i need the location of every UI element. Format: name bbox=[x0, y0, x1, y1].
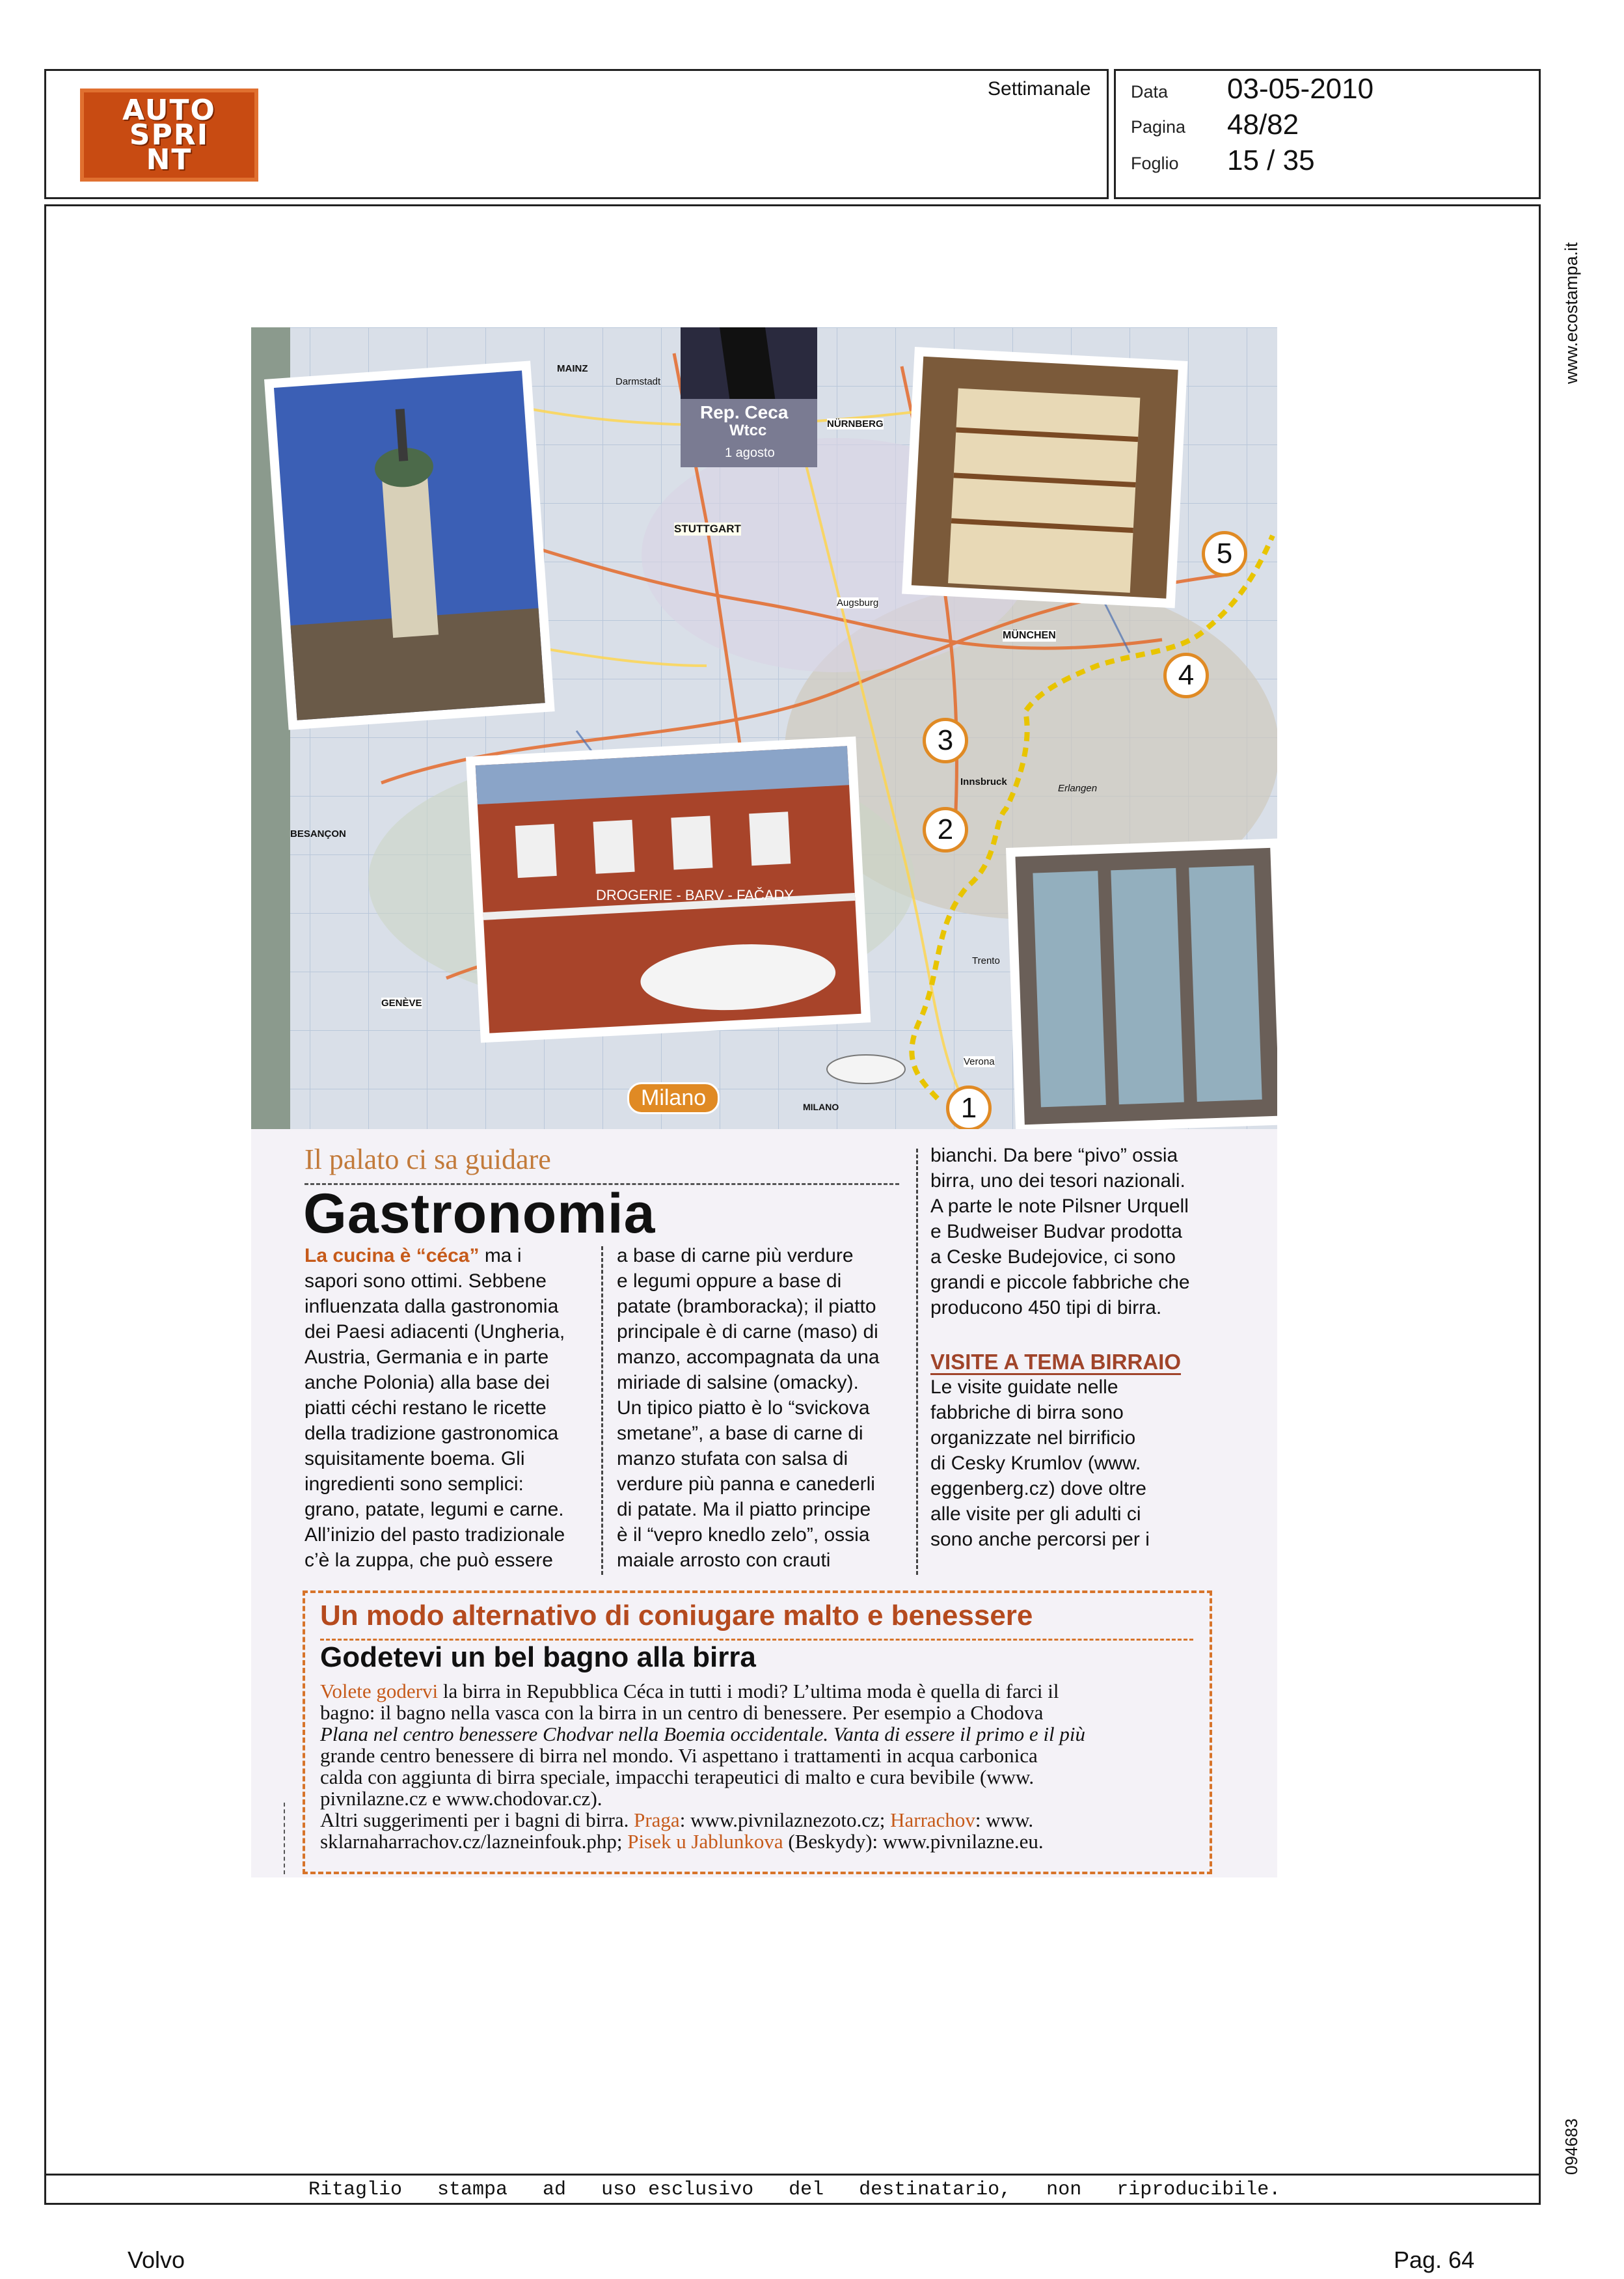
beerbox-line: Plana nel centro benessere Chodvar nella Boemia occidentale. Vanta di essere il primo e il più bbox=[320, 1723, 1086, 1745]
col1-line: All’inizio del pasto tradizionale bbox=[304, 1524, 565, 1546]
beerbox-left-marker bbox=[284, 1803, 285, 1874]
col2-line: principale è di carne (maso) di bbox=[617, 1321, 878, 1343]
route-point-1: 1 bbox=[946, 1085, 992, 1129]
col2-line: è il “vepro knedlo zelo”, ossia bbox=[617, 1524, 870, 1546]
shop-shelves-photo bbox=[902, 347, 1187, 608]
logo-line-2: SPRI bbox=[129, 118, 210, 152]
meta-value-foglio: 15 / 35 bbox=[1227, 144, 1315, 176]
col3-line: a Ceske Budejovice, ci sono bbox=[930, 1246, 1176, 1268]
col3-line: di Cesky Krumlov (www. bbox=[930, 1453, 1141, 1474]
city-besancon: BESANÇON bbox=[290, 828, 346, 839]
tower-photo bbox=[264, 361, 555, 730]
beerbox-line: pivnilazne.cz e www.chodovar.cz). bbox=[320, 1787, 602, 1810]
col2-line: smetane”, a base di carne di bbox=[617, 1423, 863, 1444]
beerbox-body bbox=[320, 1680, 1205, 1852]
beerbox-line: bagno: il bagno nella vasca con la birra in un centro di benessere. Per esempio a Chodova bbox=[320, 1701, 1044, 1724]
col1-line: Austria, Germania e in parte bbox=[304, 1346, 549, 1368]
route-car-icon bbox=[827, 1055, 905, 1084]
copyright-notice: Ritaglio stampa ad uso esclusivo del destinatario, non riproducibile. bbox=[308, 2179, 1281, 2201]
city-nurnberg: NÜRNBERG bbox=[827, 418, 884, 430]
city-trento: Trento bbox=[972, 955, 1000, 966]
city-verona: Verona bbox=[964, 1056, 995, 1067]
article-column-3 bbox=[930, 1143, 1217, 1552]
article-column-1 bbox=[304, 1243, 591, 1573]
route-point-5: 5 bbox=[1202, 531, 1247, 577]
col1-line: della tradizione gastronomica bbox=[304, 1423, 559, 1444]
city-innsbruck: Innsbruck bbox=[960, 776, 1007, 787]
beerbox-subtitle: Godetevi un bel bagno alla birra bbox=[320, 1641, 756, 1673]
city-stuttgart: STUTTGART bbox=[674, 523, 741, 535]
city-mainz: MAINZ bbox=[557, 363, 588, 374]
meta-label-pagina: Pagina bbox=[1131, 117, 1186, 137]
footer-left: Volvo bbox=[128, 2246, 185, 2273]
article-kicker: Il palato ci sa guidare bbox=[304, 1143, 551, 1175]
col3-line: producono 450 tipi di birra. bbox=[930, 1297, 1162, 1318]
col2-line: manzo, accompagnata da una bbox=[617, 1346, 880, 1368]
meta-label-foglio: Foglio bbox=[1131, 154, 1179, 173]
col1-line: anche Polonia) alla base dei bbox=[304, 1372, 550, 1393]
col3-line: birra, uno dei tesori nazionali. bbox=[930, 1170, 1185, 1192]
col1-line: grano, patate, legumi e carne. bbox=[304, 1499, 564, 1520]
col1-line: squisitamente boema. Gli bbox=[304, 1448, 525, 1469]
col2-line: e legumi oppure a base di bbox=[617, 1270, 842, 1292]
col1-line: c’è la zuppa, che può essere bbox=[304, 1549, 553, 1571]
col3-line: alle visite per gli adulti ci bbox=[930, 1503, 1141, 1525]
beerbox-line: grande centro benessere di birra nel mondo. Vi aspettano i trattamenti in acqua carbonica bbox=[320, 1744, 1038, 1767]
meta-value-pagina: 48/82 bbox=[1227, 109, 1299, 141]
wtcc-tag-sub: Wtcc bbox=[729, 422, 767, 439]
city-munchen: MÜNCHEN bbox=[1003, 630, 1056, 641]
footer-rule bbox=[44, 2174, 1541, 2176]
col3-line: Le visite guidate nelle bbox=[930, 1376, 1118, 1398]
col3-line: sono anche percorsi per i bbox=[930, 1529, 1150, 1550]
beerbox-line-8: sklarnaharrachov.cz/lazneinfouk.php; Pisek u Jablunkova (Beskydy): www.pivnilazne.eu. bbox=[320, 1830, 1044, 1853]
col2-line: verdure più panna e canederli bbox=[617, 1473, 875, 1495]
col2-line: maiale arrosto con crauti bbox=[617, 1549, 831, 1571]
shop-sign-text: DROGERIE - BARV - FAČADY bbox=[596, 887, 794, 903]
col3-line: e Budweiser Budvar prodotta bbox=[930, 1221, 1182, 1242]
col3-line: eggenberg.cz) dove oltre bbox=[930, 1478, 1146, 1499]
city-darmstadt: Darmstadt bbox=[616, 376, 661, 387]
city-geneve: GENÈVE bbox=[381, 998, 422, 1009]
logo-line-1: AUTO bbox=[122, 93, 216, 127]
col3-heading: VISITE A TEMA BIRRAIO bbox=[930, 1350, 1182, 1374]
col3-line: grandi e piccole fabbriche che bbox=[930, 1272, 1190, 1293]
city-milano-small: MILANO bbox=[803, 1102, 839, 1112]
doc-code: 094683 bbox=[1562, 2118, 1581, 2175]
city-augsburg: Augsburg bbox=[837, 597, 879, 608]
col3-line: fabbriche di birra sono bbox=[930, 1402, 1124, 1423]
route-point-2: 2 bbox=[923, 807, 968, 853]
meta-value-data: 03-05-2010 bbox=[1227, 73, 1374, 105]
col3-line: A parte le note Pilsner Urquell bbox=[930, 1195, 1189, 1217]
route-point-3: 3 bbox=[923, 718, 968, 763]
col1-line-0: La cucina è “céca” ma i bbox=[304, 1245, 522, 1266]
col1-line: influenzata dalla gastronomia bbox=[304, 1296, 559, 1317]
col2-line: Un tipico piatto è lo “svickova bbox=[617, 1397, 870, 1419]
wtcc-tag-title: Rep. Ceca bbox=[700, 402, 789, 422]
col1-line: sapori sono ottimi. Sebbene bbox=[304, 1270, 547, 1292]
glass-display-photo bbox=[1006, 838, 1277, 1129]
article-title: Gastronomia bbox=[303, 1182, 656, 1245]
col2-line: miriade di salsine (omacky). bbox=[617, 1372, 859, 1393]
col1-line: piatti céchi restano le ricette bbox=[304, 1397, 547, 1419]
col3-line: organizzate nel birrificio bbox=[930, 1427, 1136, 1449]
footer-page: Pag. 64 bbox=[1394, 2246, 1475, 2273]
col2-line: di patate. Ma il piatto principe bbox=[617, 1499, 871, 1520]
col2-line: patate (bramboracka); il piatto bbox=[617, 1296, 876, 1317]
logo-line-3: NT bbox=[146, 143, 193, 176]
meta-label-data: Data bbox=[1131, 82, 1169, 102]
article-column-2 bbox=[617, 1243, 903, 1573]
ecostampa-site: www.ecostampa.it bbox=[1562, 242, 1581, 384]
col2-line: a base di carne più verdure bbox=[617, 1245, 854, 1266]
beerbox-lead: Volete godervi bbox=[320, 1680, 439, 1702]
beerbox-title: Un modo alternativo di coniugare malto e benessere bbox=[320, 1600, 1033, 1631]
col1-line: dei Paesi adiacenti (Ungheria, bbox=[304, 1321, 565, 1343]
column-divider-1 bbox=[601, 1246, 603, 1575]
beerbox-line-1: Volete godervi la birra in Repubblica Céca in tutti i modi? L’ultima moda è quella di farci il bbox=[320, 1680, 1059, 1702]
beerbox-rule bbox=[320, 1639, 1193, 1641]
col3-line: bianchi. Da bere “pivo” ossia bbox=[930, 1145, 1178, 1166]
route-map-photo bbox=[251, 327, 1277, 1129]
frequency-label: Settimanale bbox=[988, 78, 1091, 100]
city-grossglockner: Erlangen bbox=[1058, 783, 1098, 794]
beerbox-line: calda con aggiunta di birra speciale, impacchi terapeutici di malto e cura bevibile (www. bbox=[320, 1766, 1035, 1788]
col2-line: manzo stufata con salsa di bbox=[617, 1448, 848, 1469]
milano-label: Milano bbox=[627, 1082, 720, 1114]
col1-line: ingredienti sono semplici: bbox=[304, 1473, 524, 1495]
route-point-4: 4 bbox=[1163, 653, 1209, 698]
column-divider-2 bbox=[916, 1149, 918, 1575]
wtcc-tag-date: 1 agosto bbox=[725, 446, 775, 460]
col1-lead: La cucina è “céca” bbox=[304, 1245, 480, 1266]
beerbox-line-7: Altri suggerimenti per i bagni di birra. Praga: www.pivnilaznezoto.cz; Harrachov: www. bbox=[320, 1808, 1034, 1831]
autosprint-logo bbox=[80, 89, 258, 182]
